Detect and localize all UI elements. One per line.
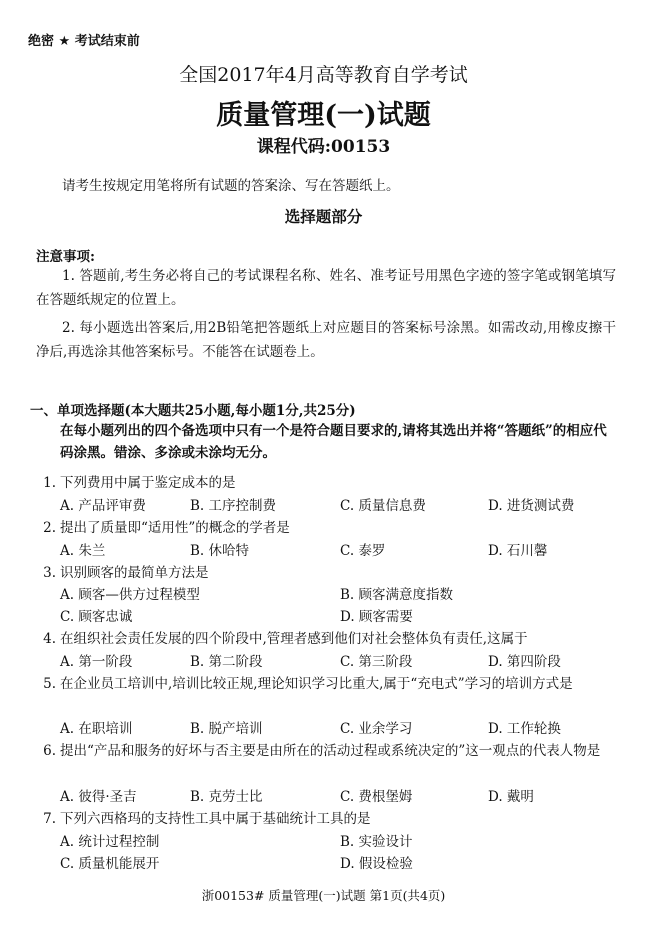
option-d: D. 第四阶段 — [488, 654, 561, 670]
part-description: 在每小题列出的四个备选项中只有一个是符合题目要求的,请将其选出并将“答题纸”的相应代码涂黑。错涂、多涂或未涂均无分。 — [60, 423, 607, 461]
option-b: B. 第二阶段 — [190, 654, 263, 670]
section-title: 选择题部分 — [284, 207, 363, 226]
option-b: B. 脱产培训 — [190, 721, 263, 737]
option-c: C. 业余学习 — [340, 721, 413, 737]
question-text: 提出“产品和服务的好坏与否主要是由所在的活动过程或系统决定的”这一观点的代表人物是 — [60, 743, 601, 759]
page-footer: 浙00153# 质量管理(一)试题 第1页(共4页) — [201, 888, 446, 903]
question-text: 下列六西格玛的支持性工具中属于基础统计工具的是 — [60, 811, 371, 827]
option-a: A. 统计过程控制 — [60, 834, 160, 850]
question-number: 7. — [43, 811, 56, 827]
question-text: 下列费用中属于鉴定成本的是 — [60, 475, 236, 491]
option-d: D. 工作轮换 — [488, 721, 561, 737]
question-number: 1. — [43, 475, 56, 491]
option-b: B. 顾客满意度指数 — [340, 587, 454, 603]
option-b: B. 工序控制费 — [190, 498, 277, 514]
question-number: 6. — [43, 743, 56, 759]
option-c: C. 第三阶段 — [340, 654, 413, 670]
part-title: 一、单项选择题(本大题共25小题,每小题1分,共25分) — [30, 403, 356, 419]
question-text: 识别顾客的最简单方法是 — [60, 565, 209, 581]
option-a: A. 第一阶段 — [60, 654, 133, 670]
note-item-2: 2. 每小题选出答案后,用2B铅笔把答题纸上对应题目的答案标号涂黑。如需改动,用橡皮擦干净后,再选涂其他答案标号。不能答在试题卷上。 — [36, 320, 616, 360]
option-b: B. 克劳士比 — [190, 789, 263, 805]
option-a: A. 顾客—供方过程模型 — [60, 587, 200, 603]
option-a: A. 在职培训 — [60, 721, 133, 737]
question-text: 在企业员工培训中,培训比较正规,理论知识学习比重大,属于“充电式”学习的培训方式是 — [60, 676, 573, 692]
question-number: 3. — [43, 565, 56, 581]
general-instruction: 请考生按规定用笔将所有试题的答案涂、写在答题纸上。 — [62, 178, 400, 194]
course-code: 课程代码:00153 — [256, 137, 391, 157]
option-c: C. 质量机能展开 — [60, 856, 160, 872]
option-b: B. 实验设计 — [340, 834, 413, 850]
option-d: D. 进货测试费 — [488, 498, 575, 514]
question-number: 4. — [43, 631, 56, 647]
option-c: C. 顾客忠诚 — [60, 609, 133, 625]
option-c: C. 质量信息费 — [340, 498, 426, 514]
option-a: A. 产品评审费 — [60, 498, 146, 514]
question-text: 提出了质量即“适用性”的概念的学者是 — [60, 520, 290, 536]
question-text: 在组织社会责任发展的四个阶段中,管理者感到他们对社会整体负有责任,这属于 — [60, 631, 528, 647]
question-number: 2. — [43, 520, 56, 536]
option-b: B. 休哈特 — [190, 543, 250, 559]
option-d: D. 假设检验 — [340, 856, 413, 872]
option-c: C. 费根堡姆 — [340, 789, 413, 805]
confidential-mark: 绝密 ★ 考试结束前 — [28, 34, 140, 49]
note-item-1: 1. 答题前,考生务必将自己的考试课程名称、姓名、准考证号用黑色字迹的签字笔或钢笔填写在答题纸规定的位置上。 — [36, 268, 616, 308]
option-d: D. 石川馨 — [488, 543, 548, 559]
option-c: C. 泰罗 — [340, 543, 386, 559]
option-a: A. 彼得·圣吉 — [60, 789, 137, 805]
notes-heading: 注意事项: — [36, 249, 95, 265]
exam-title: 全国2017年4月高等教育自学考试 — [179, 64, 468, 86]
subject-title: 质量管理(一)试题 — [216, 100, 431, 131]
option-d: D. 戴明 — [488, 789, 534, 805]
option-d: D. 顾客需要 — [340, 609, 413, 625]
option-a: A. 朱兰 — [60, 543, 106, 559]
question-number: 5. — [43, 676, 56, 692]
